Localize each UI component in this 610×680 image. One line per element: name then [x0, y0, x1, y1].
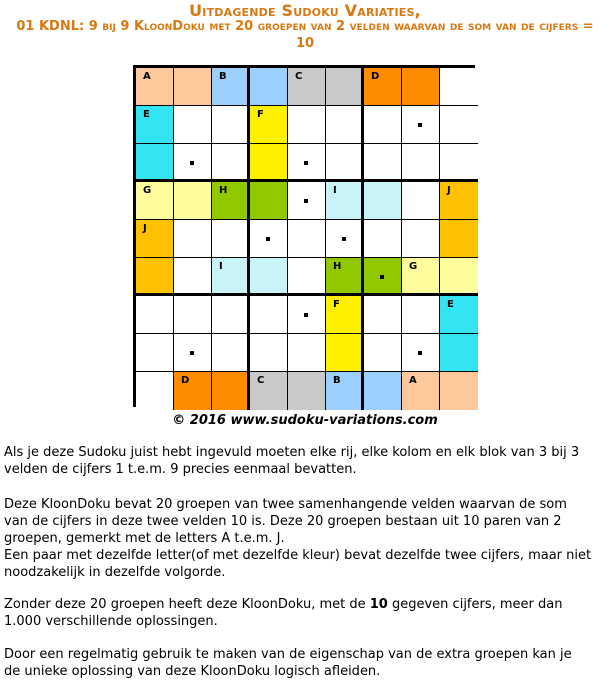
- group-letter: E: [447, 299, 454, 310]
- group-letter: I: [219, 261, 223, 272]
- grid-cell[interactable]: [250, 144, 288, 182]
- group-letter: F: [257, 109, 264, 120]
- grid-cell[interactable]: [250, 220, 288, 258]
- grid-cell[interactable]: [212, 182, 250, 220]
- grid-cell[interactable]: [364, 106, 402, 144]
- sudoku-grid: [133, 65, 475, 407]
- grid-cell[interactable]: [288, 334, 326, 372]
- copyright-text: © 2016 www.sudoku-variations.com: [172, 413, 438, 428]
- given-count: 10: [369, 597, 388, 612]
- given-dot-marker: [304, 199, 308, 203]
- grid-cell[interactable]: [288, 220, 326, 258]
- grid-cell[interactable]: [326, 106, 364, 144]
- given-dot-marker: [266, 237, 270, 241]
- group-letter: A: [143, 71, 151, 82]
- grid-cell[interactable]: [402, 296, 440, 334]
- grid-cell[interactable]: [364, 372, 402, 410]
- grid-cell[interactable]: [288, 296, 326, 334]
- solutions-paragraph: [4, 596, 606, 630]
- grid-cell[interactable]: [136, 68, 174, 106]
- group-letter: C: [295, 71, 303, 82]
- grid-cell[interactable]: [250, 182, 288, 220]
- grid-cell[interactable]: [440, 68, 478, 106]
- page-subtitle: 01 KDNL: 9 bij 9 KloonDoku met 20 groepen van 2 velden waarvan de som van de cijfers = 10: [16, 19, 594, 51]
- grid-cell[interactable]: [402, 106, 440, 144]
- grid-cell[interactable]: [326, 258, 364, 296]
- logic-paragraph: Door een regelmatig gebruik te maken van de eigenschap van de extra groepen kan je de unieke oplossing van deze KloonDoku logisch afleiden.: [4, 647, 572, 679]
- grid-cell[interactable]: [288, 372, 326, 410]
- grid-cell[interactable]: [174, 220, 212, 258]
- grid-cell[interactable]: [250, 106, 288, 144]
- grid-cell[interactable]: [440, 144, 478, 182]
- grid-cell[interactable]: [136, 220, 174, 258]
- grid-cell[interactable]: [288, 182, 326, 220]
- group-letter: B: [333, 375, 341, 386]
- grid-cell[interactable]: [288, 68, 326, 106]
- grid-cell[interactable]: [174, 144, 212, 182]
- grid-cell[interactable]: [364, 258, 402, 296]
- group-letter: D: [371, 71, 380, 82]
- grid-cell[interactable]: [326, 372, 364, 410]
- grid-cell[interactable]: [402, 220, 440, 258]
- grid-cell[interactable]: [212, 334, 250, 372]
- grid-cell[interactable]: [402, 372, 440, 410]
- grid-cell[interactable]: [402, 182, 440, 220]
- grid-cell[interactable]: [212, 372, 250, 410]
- grid-cell[interactable]: [364, 334, 402, 372]
- grid-cell[interactable]: [440, 334, 478, 372]
- given-dot-marker: [418, 123, 422, 127]
- grid-cell[interactable]: [440, 258, 478, 296]
- grid-cell[interactable]: [136, 106, 174, 144]
- grid-cell[interactable]: [326, 144, 364, 182]
- page-title: Uitdagende Sudoku Variaties,: [189, 1, 421, 20]
- given-dot-marker: [190, 351, 194, 355]
- given-dot-marker: [418, 351, 422, 355]
- grid-cell[interactable]: [250, 296, 288, 334]
- grid-cell[interactable]: [364, 296, 402, 334]
- grid-cell[interactable]: [174, 68, 212, 106]
- group-letter: I: [333, 185, 337, 196]
- grid-cell[interactable]: [440, 296, 478, 334]
- grid-cell[interactable]: [288, 106, 326, 144]
- grid-cell[interactable]: [440, 106, 478, 144]
- group-letter: E: [143, 109, 150, 120]
- given-dot-marker: [342, 237, 346, 241]
- grid-cell[interactable]: [174, 334, 212, 372]
- groups-paragraph: Deze KloonDoku bevat 20 groepen van twee samenhangende velden waarvan de som van de cijfers in deze twee velden 10 is. Deze 20 groepen bestaan uit 10 paren van 2 groepen, gemerkt met de letters A t.e.m. J. Een paar met dezelfde letter(of met dezelfde kleur) bevat dezelfde twee cijfers, maar niet noodzakelijk in dezelfde volgorde.: [4, 497, 592, 580]
- grid-cell[interactable]: [288, 144, 326, 182]
- grid-cell[interactable]: [174, 296, 212, 334]
- grid-cell[interactable]: [364, 182, 402, 220]
- grid-cell[interactable]: [440, 182, 478, 220]
- given-dot-marker: [380, 275, 384, 279]
- grid-cell[interactable]: [212, 258, 250, 296]
- grid-cell[interactable]: [326, 296, 364, 334]
- grid-cell[interactable]: [288, 258, 326, 296]
- solutions-text-after: gegeven cijfers, meer dan 1.000 verschillende oplossingen.: [4, 597, 563, 629]
- grid-cell[interactable]: [402, 334, 440, 372]
- group-letter: H: [219, 185, 228, 196]
- grid-cell[interactable]: [212, 144, 250, 182]
- grid-cell[interactable]: [440, 372, 478, 410]
- grid-cell[interactable]: [212, 106, 250, 144]
- grid-cell[interactable]: [402, 144, 440, 182]
- grid-cell[interactable]: [136, 372, 174, 410]
- group-letter: A: [409, 375, 417, 386]
- grid-cell[interactable]: [136, 296, 174, 334]
- group-letter: J: [447, 185, 451, 196]
- grid-cell[interactable]: [440, 220, 478, 258]
- given-dot-marker: [304, 313, 308, 317]
- grid-cell[interactable]: [250, 258, 288, 296]
- given-dot-marker: [304, 161, 308, 165]
- group-letter: J: [143, 223, 147, 234]
- grid-cell[interactable]: [174, 258, 212, 296]
- grid-cell[interactable]: [364, 144, 402, 182]
- grid-cell[interactable]: [364, 68, 402, 106]
- grid-cell[interactable]: [326, 68, 364, 106]
- group-letter: C: [257, 375, 265, 386]
- grid-cell[interactable]: [250, 334, 288, 372]
- grid-cell[interactable]: [326, 220, 364, 258]
- grid-cell[interactable]: [136, 334, 174, 372]
- grid-cell[interactable]: [402, 68, 440, 106]
- grid-cell[interactable]: [136, 258, 174, 296]
- group-letter: F: [333, 299, 340, 310]
- grid-cell[interactable]: [326, 334, 364, 372]
- rules-paragraph: Als je deze Sudoku juist hebt ingevuld moeten elke rij, elke kolom en elk blok van 3 bij 3 velden de cijfers 1 t.e.m. 9 precies eenmaal bevatten.: [4, 445, 580, 477]
- grid-cell[interactable]: [136, 182, 174, 220]
- grid-cell[interactable]: [212, 220, 250, 258]
- group-letter: D: [181, 375, 190, 386]
- grid-cell[interactable]: [364, 220, 402, 258]
- grid-cell[interactable]: [402, 258, 440, 296]
- grid-cell[interactable]: [174, 372, 212, 410]
- grid-cell[interactable]: [212, 68, 250, 106]
- grid-cell[interactable]: [326, 182, 364, 220]
- grid-cell[interactable]: [136, 144, 174, 182]
- group-letter: B: [219, 71, 227, 82]
- given-dot-marker: [190, 161, 194, 165]
- group-letter: H: [333, 261, 342, 272]
- solutions-text-before: Zonder deze 20 groepen heeft deze KloonDoku, met de: [4, 597, 370, 612]
- group-letter: G: [409, 261, 418, 272]
- group-letter: G: [143, 185, 152, 196]
- grid-cell[interactable]: [174, 182, 212, 220]
- grid-cell[interactable]: [212, 296, 250, 334]
- grid-cell[interactable]: [250, 372, 288, 410]
- grid-cell[interactable]: [174, 106, 212, 144]
- grid-cell[interactable]: [250, 68, 288, 106]
